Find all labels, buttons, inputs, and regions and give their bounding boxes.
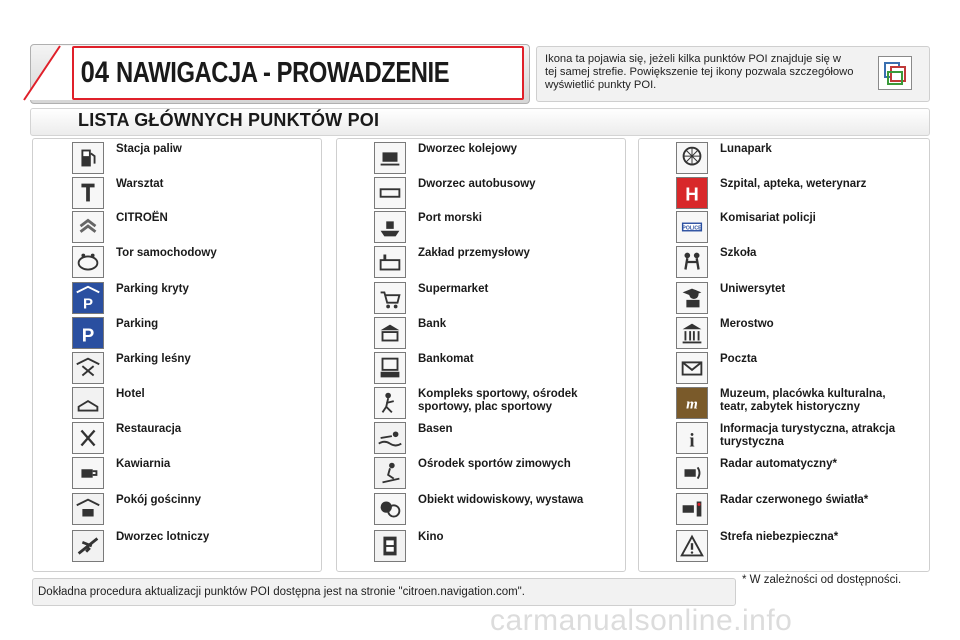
poi-label: Obiekt widowiskowy, wystawa — [418, 494, 584, 506]
museum-icon — [676, 387, 708, 419]
factory-icon — [374, 246, 406, 278]
poi-label: Szpital, apteka, weterynarz — [720, 178, 867, 190]
poi-label: CITROËN — [116, 212, 168, 224]
svg-text:P: P — [82, 295, 94, 313]
poi-label: Uniwersytet — [720, 283, 786, 295]
poi-label: Stacja paliw — [116, 143, 182, 155]
poi-label: Parking — [116, 318, 159, 330]
hotel-bed-icon — [72, 387, 104, 419]
footer-text: Dokładna procedura aktualizacji punktów POI dostępna jest na stronie "citroen.navigation.com". — [38, 586, 525, 598]
red-light-camera-icon — [676, 493, 708, 525]
swimmer-icon — [374, 422, 406, 454]
poi-label: Komisariat policji — [720, 212, 816, 224]
bank-icon — [374, 317, 406, 349]
poi-label: Radar czerwonego światła* — [720, 494, 869, 506]
airplane-icon — [72, 530, 104, 562]
sport-icon — [374, 387, 406, 419]
poi-label: Port morski — [418, 212, 482, 224]
speed-camera-icon — [676, 457, 708, 489]
wrench-icon — [72, 177, 104, 209]
svg-text:m: m — [686, 396, 698, 413]
poi-label: Dworzec lotniczy — [116, 531, 210, 543]
section-title: LISTA GŁÓWNYCH PUNKTÓW POI — [78, 110, 380, 130]
poi-label: Restauracja — [116, 423, 182, 435]
footnote: * W zależności od dostępności. — [742, 574, 902, 586]
guest-room-icon — [72, 493, 104, 525]
shopping-cart-icon — [374, 282, 406, 314]
poi-label: Parking leśny — [116, 353, 191, 365]
poi-label: Parking kryty — [116, 283, 189, 295]
info-box — [536, 46, 930, 102]
info-text: Ikona ta pojawia się, jeżeli kilka punktów POI znajduje się w tej samej strefie. Powiększenie tej ikony pozwala szczegółowo wyświetlić punkty POI. — [545, 53, 854, 91]
poi-label: Poczta — [720, 353, 758, 365]
poi-label: Basen — [418, 423, 453, 435]
poi-label: Warsztat — [116, 178, 164, 190]
poi-label: Kino — [418, 531, 444, 543]
poi-label: Hotel — [116, 388, 145, 400]
citroen-logo-icon — [72, 211, 104, 243]
school-children-icon — [676, 246, 708, 278]
coffee-cup-icon — [72, 457, 104, 489]
university-icon — [676, 282, 708, 314]
poi-label: Bank — [418, 318, 447, 330]
theatre-masks-icon — [374, 493, 406, 525]
poi-label: Pokój gościnny — [116, 494, 201, 506]
town-hall-icon — [676, 317, 708, 349]
forest-parking-icon — [72, 352, 104, 384]
fuel-pump-icon — [72, 142, 104, 174]
hospital-pharmacy-icon — [676, 177, 708, 209]
poi-label: Dworzec kolejowy — [418, 143, 518, 155]
svg-text:i: i — [689, 430, 695, 452]
poi-label: Supermarket — [418, 283, 489, 295]
poi-label: Kawiarnia — [116, 458, 171, 470]
poi-label: Bankomat — [418, 353, 474, 365]
poi-label: Informacja turystyczna, atrakcja turystyczna — [720, 423, 896, 448]
poi-label: Szkoła — [720, 247, 757, 259]
poi-label: Tor samochodowy — [116, 247, 217, 259]
poi-label: Dworzec autobusowy — [418, 178, 536, 190]
multiple-poi-icon — [878, 56, 912, 90]
skier-icon — [374, 457, 406, 489]
covered-parking-icon — [72, 282, 104, 314]
chapter-header — [72, 46, 524, 100]
poi-label: Strefa niebezpieczna* — [720, 531, 839, 543]
ship-icon — [374, 211, 406, 243]
chapter-title: NAWIGACJA - PROWADZENIE — [115, 56, 449, 89]
restaurant-icon — [72, 422, 104, 454]
poi-label: Ośrodek sportów zimowych — [418, 458, 571, 470]
poi-label: Muzeum, placówka kulturalna, teatr, zabytek historyczny — [720, 388, 886, 413]
tourist-info-icon — [676, 422, 708, 454]
chapter-number: 04 — [80, 56, 110, 89]
race-track-icon — [72, 246, 104, 278]
envelope-icon — [676, 352, 708, 384]
police-icon — [676, 211, 708, 243]
poi-label: Merostwo — [720, 318, 774, 330]
parking-icon — [72, 317, 104, 349]
atm-icon — [374, 352, 406, 384]
bus-icon — [374, 177, 406, 209]
poi-label: Zakład przemysłowy — [418, 247, 530, 259]
danger-zone-icon — [676, 530, 708, 562]
poi-label: Kompleks sportowy, ośrodek sportowy, plac sportowy — [418, 388, 578, 413]
ferris-wheel-icon — [676, 142, 708, 174]
watermark: carmanualsonline.info — [490, 604, 793, 637]
poi-label: Lunapark — [720, 143, 772, 155]
svg-text:POLICE: POLICE — [682, 225, 702, 232]
svg-text:P: P — [81, 324, 95, 346]
train-icon — [374, 142, 406, 174]
poi-label: Radar automatyczny* — [720, 458, 837, 470]
film-icon — [374, 530, 406, 562]
svg-text:H: H — [685, 183, 699, 205]
